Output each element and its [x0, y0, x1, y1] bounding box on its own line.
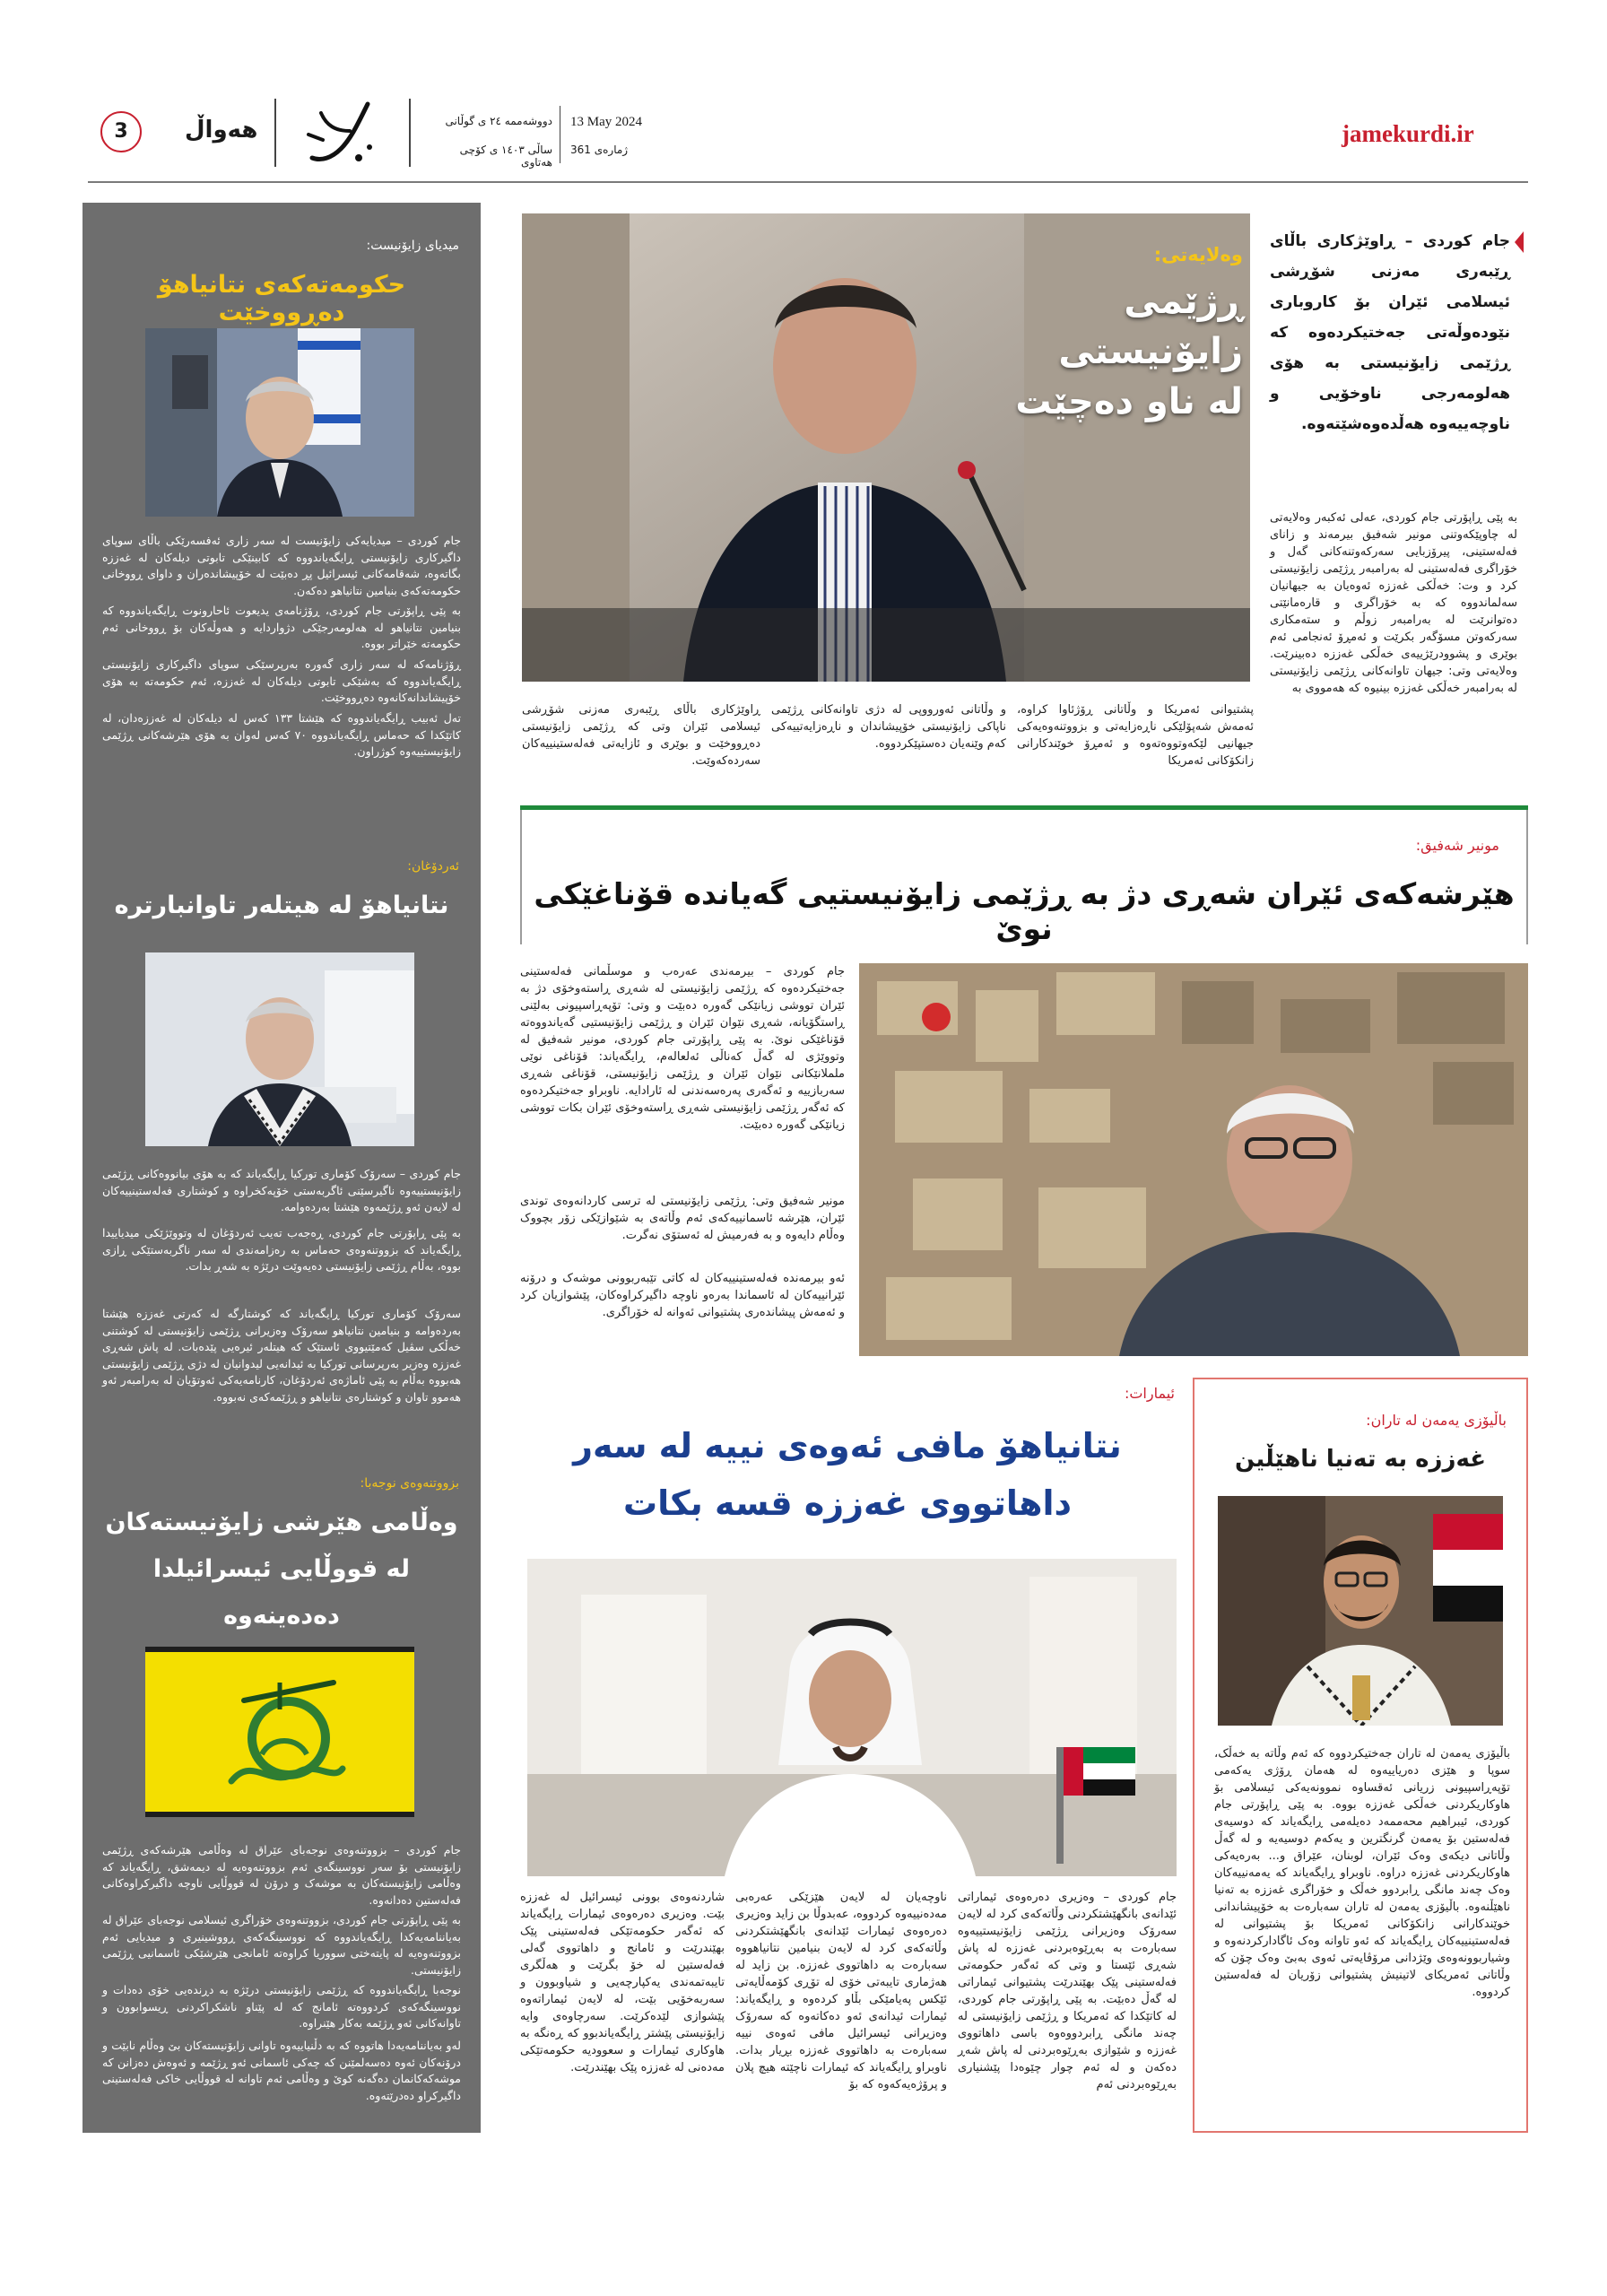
portrait-icon [527, 1559, 1177, 1876]
story-column: باڵیۆزی یەمەن لە تاران جەختیکردووە کە ئەم وڵاتە بە خەڵک، سوپا و هێزی دەریاییەوە لە هەمان ڕۆژی یەکەمی تۆپەڕاسپیونی زریانی ئەقساوە نموونەیەکی ئیسلامی بۆ هاوکاریکردنی خەڵکی غەززە بووە. بە پێی ڕاپۆرتی جام کوردی، ئیبراهیم محەممەد دەیلەمی ڕایگەیاند کە دوسیەی فەلەستین بۆ یەمەن گرنگترین و یەکەم دوسیەیە و لە گەڵ وڵاتانی دیکەی وەک ئێران، لوبنان، عێراق و... بەرەیەکی هاوکاریکردنی غەززە دراوە. ناوبراو ڕایگەیاند کە یەمەنییەکان وەک چەند مانگی ڕابردوو خەڵک و خۆراگری غەززە بە تەنیا ناهێڵنەوە. باڵیۆزی یەمەن لە تاران سەبارەت بە خۆپیشاندانی خوێندکارانی زانکۆکانی ئەمریکا بۆ پشتیوانی لە فەلەستینییەکان ڕایگەیاند کە ئەو تاوانە وەک ئاگادارکردنەوە و وشیاربوونەوەی وێژدانی مرۆڤایەتی ئەوی بەبێ وەک چۆن کە وڵاتانی ئەمریکای لاتینیش پشتیوانی زۆریان لە فەلەستین کردووە. [1214, 1747, 1510, 1999]
section-title: هەواڵ [185, 117, 258, 144]
page-number: 3 [100, 111, 142, 152]
story-paragraph: ڕۆژنامەکە لە سەر زاری گەورە بەرپرسێکی سوپای داگیرکاری زایۆنیستی ڕایگەیاندووە کە بەشێکی تابوتی دیلەکان لە غەززە، ئەم حکومەتە بە هۆی خۆپیشاندانەکانەوە دەڕووخێت. [102, 657, 461, 704]
munir-shafiq-photo [859, 963, 1528, 1356]
sidebar [83, 203, 481, 2133]
story-paragraph: جام کوردی – میدیایەکی زایۆنیست لە سەر زاری ئەفسەرێکی باڵای سوپای داگیرکاری زایۆنیستی ڕایگەیاندووە کە کابینێکی تابوتی دیلەکان لە غەززە بگاتەوە، شەقامەکانی ئیسرائیل پڕ دەبێت لە خۆپیشاندەران و داوای ڕووخانی حکومەتەکەی بنیامین نتانیاهو دەکەن. [102, 534, 461, 597]
portrait-icon [145, 952, 414, 1146]
portrait-icon [859, 963, 1528, 1356]
date-kurdish: دووشەممە ٢٤ ی گوڵانی [445, 115, 552, 127]
erdogan-photo [145, 952, 414, 1146]
story-column: و وڵاتانی ئەورووپی لە دژی تاوانەکانی ڕژێمی ناپاکی زایۆنیستی خۆپیشاندان و ناڕەزایەتییەکی کەم وێنەیان دەستپێکردووە. [771, 703, 1006, 751]
story-paragraph: جام کوردی – سەرۆک کۆماری تورکیا ڕایگەیاند کە بە هۆی بیانووەکانی ڕژێمی زایۆنیستییەوە ناگیرسێنی ئاگربەستی خۆپەکخراوە و کوشتاری فەلەستینییەکان لە لایەن ئەو ڕژێمەوە هێشتا بەردەوامە. [102, 1167, 461, 1213]
headline-line: ڕژێمی [1124, 281, 1243, 322]
date-english: 13 May 2024 [570, 115, 642, 129]
logo-mark-icon [296, 95, 382, 170]
story-headline[interactable]: نتانیاهۆ مافی ئەوەی نییە لە سەر داهاتووی غەززە قسە بکات [573, 1426, 1122, 1523]
newspaper-logo [296, 95, 382, 170]
headline-line: زایۆنیستی [1058, 331, 1243, 372]
header-rule [88, 181, 1528, 183]
story-paragraph: نوجەبا ڕایگەیاندووە کە ڕژێمی زایۆنیستی درێژە بە دڕندەیی خۆی دەدات و نووسینگەکەی کردووەتە ئامانج کە لە پێناو ناشکراکردنی ڕیسوابوون و تاوانەکانی ئەو ڕژێمە بەکار هێنراوە. [102, 1983, 461, 2030]
story-headline[interactable]: هێرشەکەی ئێران شەڕی دژ بە ڕژێمی زایۆنیستیی گەیاندە قۆناغێکی نوێ [534, 876, 1515, 946]
story-paragraph: بە پێی ڕاپۆرتی جام کوردی، ڕەجەب تەیب ئەردۆغان لە وتووێژێکی میدیاییدا ڕایگەیاند کە بزووتنەوەی حەماس بە رەزامەندی لە سەر ناگربەستێکی ڕازی بووە، بەڵام ڕژێمی زایۆنیستی دەیەوێت درێژە بە شەڕ بدات. [102, 1226, 461, 1273]
story-column: پشتیوانی ئەمریکا و وڵاتانی ڕۆژئاوا کراوە، ئەمەش شەپۆلێکی ناڕەزایەتی و بزووتنەوەیەکی جیهانیی لێکەوتووەتەوە و ئەمڕۆ خوێندکارانی زانکۆکانی ئەمریکا [1017, 703, 1254, 768]
story-paragraph: لەو بەیاننامەیەدا هاتووە کە بە دڵنیاییەوە تاوانی زایۆنیستەکان بێ وەڵام نابێت و درۆنەکان ئەوە دەسەلمێنن کە چەکی ئاسمانی ئەو ڕژێمە و ئەوەش دەزانن کە موشەکەکانمان دەگەنە کوێ و وەڵامی ئەم تاوانە لە قووڵایی خاکی فەلەستینی داگیرکراو دەدرێتەوە. [102, 2039, 461, 2102]
story-kicker: ئیمارات: [1124, 1385, 1175, 1402]
flag-emblem-icon [145, 1647, 414, 1817]
story-column: شاردنەوەی بوونی ئیسرائیل لە غەززە بێت. وەزیری دەرەوەی ئیمارات ڕایگەیاند کە ئەگەر حکومەتێکی فەلەستینی پێک بهێندرێت و ئامانج و داهاتووی گەلی فەلەستین لە خۆ بگرێت و هەڵگری تایبەتمەندی یەکپارچەیی و شیاوبوون و سەربەخۆیی بێت، لە لایەن ئیماراتەوە پێشوازی لێدەکرێت. سەرچاوەی وایە زایۆنیستی پێشتر ڕایگەیاندبوو کە ڕەنگە بە هاوکاری ئیمارات و سعوودیە حکومەتێکی مەدەنی لە غەززە پێک بهێندرێت. [520, 1891, 725, 2074]
story-headline[interactable]: نتانیاهۆ لە هیتلەر تاوانبارترە [114, 891, 449, 919]
portrait-icon [145, 328, 414, 517]
yemen-ambassador-photo [1218, 1496, 1503, 1726]
story-kicker: وەلایەتی: [1153, 244, 1243, 265]
story-paragraph: سەرۆک کۆماری تورکیا ڕایگەیاند کە کوشتارگە لە کەرتی غەززە هێشتا بەردەوامە و بنیامین نتانیاهو سەرۆک وەزیرانی ڕژێمی زایۆنیستی لە کوشتنی خەڵکی سڤیل کەمێتیووی ئاستێک کە هیتلەر ئیرەیی پێدەبات. لە پاش شەڕی غەززە وەزیر بەرپرسانی تورکیا بە ئیدانەیی لیدوانیان لە دژی ڕژێمی زایۆنیستی هەبووە بەڵام بە پێی ئاماژەی ئەردۆغان، کارنامەیەکی ئەوتۆیان لە بەرامبەر ئەو هەموو تاوان و کوشتارەی نتانیاهو و ڕژێمەکەی نەبووە. [102, 1307, 461, 1404]
story-column: ڕاوێژکاری باڵای ڕێبەری مەزنی شۆڕشی ئیسلامی ئێران وتی کە ڕژێمی زایۆنیستی دەڕووخێت و بوێری و ئازایەتی فەلەستینییەکان سەردەکەوێت. [522, 703, 760, 768]
mid-story-header [520, 810, 1528, 944]
story-headline[interactable]: حکومەتەکەی نتانیاهۆ دەڕووخێت [157, 271, 406, 326]
story-column: جام کوردی – وەزیری دەرەوەی ئیماراتی ئێدانەی بانگهێشتکردنی وڵاتەکەی کرد لە لایەن سەرۆک وەزیرانی ڕژێمی زایۆنیستییەوە سەبارەت بە بەڕێوەبردنی غەززە لە پاش شەڕی ئێستا و وتی کە ئەگەر حکومەتی فەلەستینی پێک بهێندرێت پشتیوانی ئیماراتی لە گەڵ دەبێت. بە پێی ڕاپۆرتی جام کوردی، لە کاتێکدا کە ئەمریکا و ڕژێمی زایۆنیستی لە چەند مانگی ڕابردووەوە باسی داهاتووی غەززە و شێوازی بەڕێوەبردنی لە پاش شەڕ دەکەن و لە ئەم چوار چێوەدا پێشنیاری بەڕێوەبردنی ئەم [958, 1891, 1177, 2092]
story-paragraph: جام کوردی – بزووتنەوەی نوجەبای عێراق لە وەڵامی هێرشەکەی ڕژێمی زایۆنیستی بۆ سەر نووسینگەی ئەم بزووتنەوەیە لە دیمەشق، ڕایگەیاند کە وەڵامی زایۆنیستەکان بە موشەک و درۆن لە قووڵایی ناوچە داگیرکراوەکانی فەلەستین دەدانەوە. [102, 1843, 461, 1907]
portrait-icon [1218, 1496, 1503, 1726]
story-kicker: میدیای زایۆنیست: [366, 239, 459, 253]
nujaba-flag [145, 1647, 414, 1817]
headline-line: لە ناو دەچێت [1015, 381, 1243, 422]
site-url[interactable]: jamekurdi.ir [1342, 120, 1474, 147]
story-column: ئەو بیرمەندە فەلەستینییەکان لە کاتی تێبەربوونی موشەک و درۆنە ئێرانییەکان لە ئاسماندا بەرەو ناوچە داگیرکراوەکان، پێشوازیان کرد و ئەمەش پیشاندەری پشتیوانی ئەوانە لە خۆراگری. [520, 1272, 845, 1319]
story-marker [1515, 231, 1524, 253]
story-column: ناوچەیان لە لایەن هێزێکی عەرەبی مەدەنییەوە کردووە، عەبدوڵا بن زاید وەزیری دەرەوەی ئیمارات ئێدانەی بانگهێشتکردنی وڵاتەکەی کرد لە لایەن بنیامین نتانیاهووە سەبارەت بە داهاتووی غەززە. بن زاید لە هەژماری تایبەتی خۆی لە تۆڕی کۆمەڵایەتی ئێکس پەیامێکی بڵاو کردەوە و ڕایگەیاند: ئیمارات ئیدانەی ئەو دەکاتەوە کە سەرۆک وەزیرانی ئیسرائیل مافی ئەوەی نییە سەبارەت بە داهاتووی غەززە بڕیار بدات. ناوبراو ڕایگەیاند کە ئیمارات ناچێتە هیچ پلان و پرۆژەیەکەوە کە بۆ [735, 1891, 947, 2092]
bin-zayed-photo [527, 1559, 1177, 1876]
lead-paragraph: جام کوردی – ڕاوێژکاری باڵای ڕێبەری مەزنی شۆڕشی ئیسلامی ئێران بۆ کاروباری نێودەوڵەتی جەختیکردەوە کە ڕژێمی زایۆنیستی بە هۆی هەلومەرجی ناوخۆیی و ناوچەییەوە هەڵدەوەشێتەوە. [1270, 232, 1510, 433]
story-paragraph: تەل ئەبیب ڕایگەیاندووە کە هێشتا ١٣٣ کەس لە دیلەکان لە غەززەدان، لە کاتێکدا کە حەماس ڕایگەیاندووە ٧٠ کەس لەوان بە هۆی هێرشەکانی ڕژێمی زایۆنیستییەوە کوژراون. [102, 711, 461, 758]
right-story-box [1193, 1378, 1528, 2133]
header-divider [409, 99, 411, 167]
story-kicker: ئەردۆغان: [407, 859, 459, 874]
story-headline[interactable] [986, 276, 1243, 427]
story-column: مونیر شەفیق وتی: ڕژێمی زایۆنیستی لە ترسی کاردانەوەی توندی ئێران، هێرشە ئاسمانییەکەی ئەم وڵاتەی بە شێوازێکی زۆر بچووک وەڵام دایەوە و بە فەرمیش لە ئەستۆی نەگرت. [520, 1195, 845, 1242]
year-kurdish: ساڵی ١٤٠٣ ی کۆچی هەتاوی [459, 144, 552, 169]
story-kicker: مونیر شەفیق: [1415, 837, 1499, 854]
story-column: جام کوردی – بیرمەندی عەرەب و موسڵمانی فەلەستینی جەختیکردەوە کە ڕژێمی زایۆنیستی لە شەڕی ڕاستەوخۆی دژ بە ئێران تووشی زیانێکی گەورە دەبێت و وتی: تۆپەڕاسپیونی بەلێنی ڕاستگۆیانە، شەڕی نێوان ئێران و ڕژێمی زایۆنیستیی گەیاندووەتە قۆناغێکی نوێ. بە پێی ڕاپۆرتی جام کوردی، مونیر شەفیق لە وتووێژی لە گەڵ کەناڵی ئەلعالەم، ڕایگەیاند: قۆناغی نوێی ململانێکانی نێوان ئێران و ڕژێمی زایۆنیستی، قۆناغی شەڕی سەربازییە و ئەگەری پەرەسەندنی لە ئارادایە. ناوبراو جەختیکردەوە کە ئەگەر ڕژێمی زایۆنیستی شەڕی ڕاستەوخۆی ئێران بکات تووشی زیانێکی گەورە دەبێت. [520, 965, 845, 1132]
story-kicker: بزووتنەوەی نوجەبا: [360, 1476, 459, 1491]
story-paragraph: بە پێی ڕاپۆرتی جام کوردی، بزووتنەوەی خۆراگری ئیسلامی نوجەبای عێراق لە بەیاننامەیەکدا ڕایگەیاندووە کە نووسینگەکەی ڕووشینیری و میدیایی ئەم بزووتنەوەیە لە پایتەختی سووریا کراوەتە ئامانجی هێرشێکی ئاسمانیی ڕژێمی زایۆنیستی. [102, 1913, 461, 1977]
story-kicker: باڵیۆزی یەمەن لە تاران: [1366, 1412, 1507, 1429]
story-column: بە پێی ڕاپۆرتی جام کوردی، عەلی ئەکبەر وەلایەتی لە چاوپێکەوتنی مونیر شەفیق بیرمەند و زانای فەلەستینی، پیرۆزبایی سەرکەوتنەکانی گەل و خۆراگری فەلەستینی لە بەرامبەر ڕژێمی زایۆنیستی کرد و وت: خەڵکی غەززە ئەوەیان بە جیهانیان سەلماندووە کە بە خۆراگری و قارەمانێتی دەتوانرێت لە بەرامبەر زوڵم و ستەمکاری سەرکەوتن مسۆگەر بکرێت و ئەمڕۆ ئەنجامی ئەم بوێری و پشوودرێژییەی خەڵکی غەززە دەبینرێت. وەلایەتی وتی: جیهان تاوانەکانی ڕژێمی زایۆنیستی لە بەرامبەر خەڵکی غەززە بینیوە کە هەمووی بە [1270, 511, 1517, 695]
header-divider [274, 99, 276, 167]
story-headline[interactable]: غەززە بە تەنیا ناهێڵین [1235, 1446, 1486, 1473]
story-headline[interactable]: وەڵامی هێرشی زایۆنیستەکان لە قووڵایی ئیسرائیلدا دەدەینەوە [105, 1509, 458, 1630]
netanyahu-photo [145, 328, 414, 517]
story-paragraph: بە پێی ڕاپۆرتی جام کوردی، ڕۆژنامەی یدیعوت ئاحارونوت ڕایگەیاندووە کە بنیامین نتانیاهو لە هەلومەرجێکی دژواردایە و هەوڵەکان بۆ ڕووخانی ئەم حکومەتە خێراتر بووە. [102, 604, 461, 650]
issue-number: ژمارەی 361 [570, 144, 629, 156]
